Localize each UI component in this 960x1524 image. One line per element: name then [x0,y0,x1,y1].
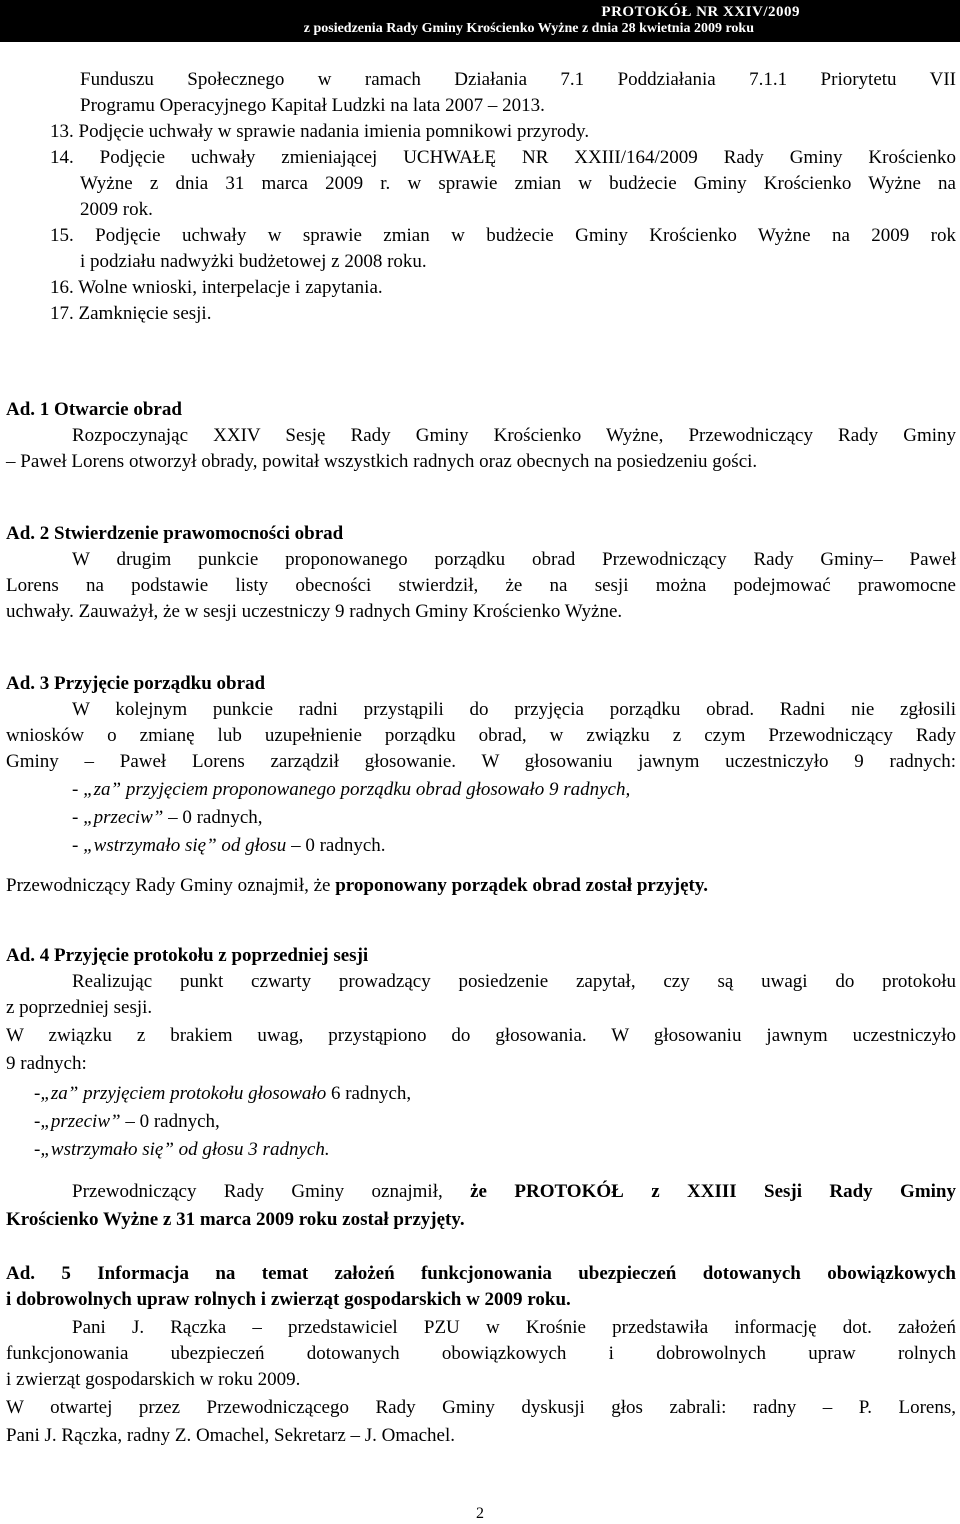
ad2-line-3: uchwały. Zauważył, że w sesji uczestniczy 9 radnych Gminy Krościenko Wyżne. [6,601,623,622]
ad4-conclusion-line-1: Przewodniczący Rady Gminy oznajmił, że PROTOKÓŁ z XXIII Sesji Rady Gminy [72,1181,957,1202]
agenda-item-14-line-3: 2009 rok. [80,199,153,220]
agenda-item-15-line-2: i podziału nadwyżki budżetowej z 2008 roku. [80,251,427,272]
ad2-heading: Ad. 2 Stwierdzenie prawomocności obrad [6,523,344,544]
ad1-line-1: Rozpoczynając XXIV Sesję Rady Gminy Krościenko Wyżne, Przewodniczący Rady Gminy [72,425,956,446]
ad4-vote-against: -„przeciw” – 0 radnych, [34,1111,220,1132]
ad1-line-2: – Paweł Lorens otworzył obrady, powitał wszystkich radnych oraz obecnych na posiedzeniu gości. [6,451,758,472]
ad5-heading-line-2: i dobrowolnych upraw rolnych i zwierząt gospodarskich w 2009 roku. [6,1289,571,1310]
ad2-line-2: Lorens na podstawie listy obecności stwierdził, że na sesji można podejmować prawomocne [6,575,956,596]
ad3-line-1: W kolejnym punkcie radni przystąpili do przyjęcia porządku obrad. Radni nie zgłosili [72,699,956,720]
ad4-line-1: Realizując punkt czwarty prowadzący posiedzenie zapytał, czy są uwagi do protokołu [72,971,956,992]
header-subtitle: z posiedzenia Rady Gminy Krościenko Wyżne z dnia 28 kwietnia 2009 roku [303,21,754,36]
ad4-line-4: 9 radnych: [6,1053,87,1074]
ad3-vote-for: - „za” przyjęciem proponowanego porządku obrad głosowało 9 radnych, [72,779,631,800]
agenda-cont-line-2: Programu Operacyjnego Kapitał Ludzki na lata 2007 – 2013. [80,95,545,116]
ad3-conclusion: Przewodniczący Rady Gminy oznajmił, że proponowany porządek obrad został przyjęty. [6,875,709,896]
agenda-item-14-line-2: Wyżne z dnia 31 marca 2009 r. w sprawie zmian w budżecie Gminy Krościenko Wyżne na [80,173,956,194]
ad3-heading: Ad. 3 Przyjęcie porządku obrad [6,673,266,694]
ad5-line-5: Pani J. Rączka, radny Z. Omachel, Sekretarz – J. Omachel. [6,1425,455,1446]
ad5-heading-line-1: Ad. 5 Informacja na temat założeń funkcjonowania ubezpieczeń dotowanych obowiązkowych [6,1263,956,1284]
page-number: 2 [476,1505,484,1522]
ad4-conclusion-line-2: Krościenko Wyżne z 31 marca 2009 roku został przyjęty. [6,1209,465,1230]
ad5-line-1: Pani J. Rączka – przedstawiciel PZU w Krośnie przedstawiła informację dot. założeń [72,1317,956,1338]
ad4-vote-for: -„za” przyjęciem protokołu głosowało 6 radnych, [34,1083,412,1104]
agenda-item-15-line-1: 15. Podjęcie uchwały w sprawie zmian w budżecie Gminy Krościenko Wyżne na 2009 rok [50,225,956,246]
ad4-heading: Ad. 4 Przyjęcie protokołu z poprzedniej sesji [6,945,369,966]
ad2-line-1: W drugim punkcie proponowanego porządku obrad Przewodniczący Rady Gminy– Paweł [72,549,956,570]
ad3-line-3: Gminy – Paweł Lorens zarządził głosowanie. W głosowaniu jawnym uczestniczyło 9 radnych: [6,751,956,772]
ad1-heading: Ad. 1 Otwarcie obrad [6,399,182,420]
agenda-item-13: 13. Podjęcie uchwały w sprawie nadania imienia pomnikowi przyrody. [50,121,590,142]
ad5-line-3: i zwierząt gospodarskich w roku 2009. [6,1369,301,1390]
ad4-line-3: W związku z brakiem uwag, przystąpiono do głosowania. W głosowaniu jawnym uczestniczyło [6,1025,956,1046]
ad3-vote-abstain: - „wstrzymało się” od głosu – 0 radnych. [72,835,386,856]
agenda-item-16: 16. Wolne wnioski, interpelacje i zapytania. [50,277,383,298]
ad3-vote-against: - „przeciw” – 0 radnych, [72,807,263,828]
header-title: PROTOKÓŁ NR XXIV/2009 [601,4,800,20]
ad3-line-2: wniosków o zmianę lub uzupełnienie porządku obrad, w związku z czym Przewodniczący Rady [6,725,956,746]
ad4-line-2: z poprzedniej sesji. [6,997,153,1018]
document-header [0,0,960,42]
agenda-item-17: 17. Zamknięcie sesji. [50,303,212,324]
agenda-item-14-line-1: 14. Podjęcie uchwały zmieniającej UCHWAŁĘ NR XXIII/164/2009 Rady Gminy Krościenko [50,147,956,168]
agenda-cont-line-1: Funduszu Społecznego w ramach Działania 7.1 Poddziałania 7.1.1 Priorytetu VII [80,69,956,90]
ad5-line-2: funkcjonowania ubezpieczeń dotowanych obowiązkowych i dobrowolnych upraw rolnych [6,1343,956,1364]
ad4-vote-abstain: -„wstrzymało się” od głosu 3 radnych. [34,1139,330,1160]
ad5-line-4: W otwartej przez Przewodniczącego Rady Gminy dyskusji głos zabrali: radny – P. Lorens, [6,1397,956,1418]
